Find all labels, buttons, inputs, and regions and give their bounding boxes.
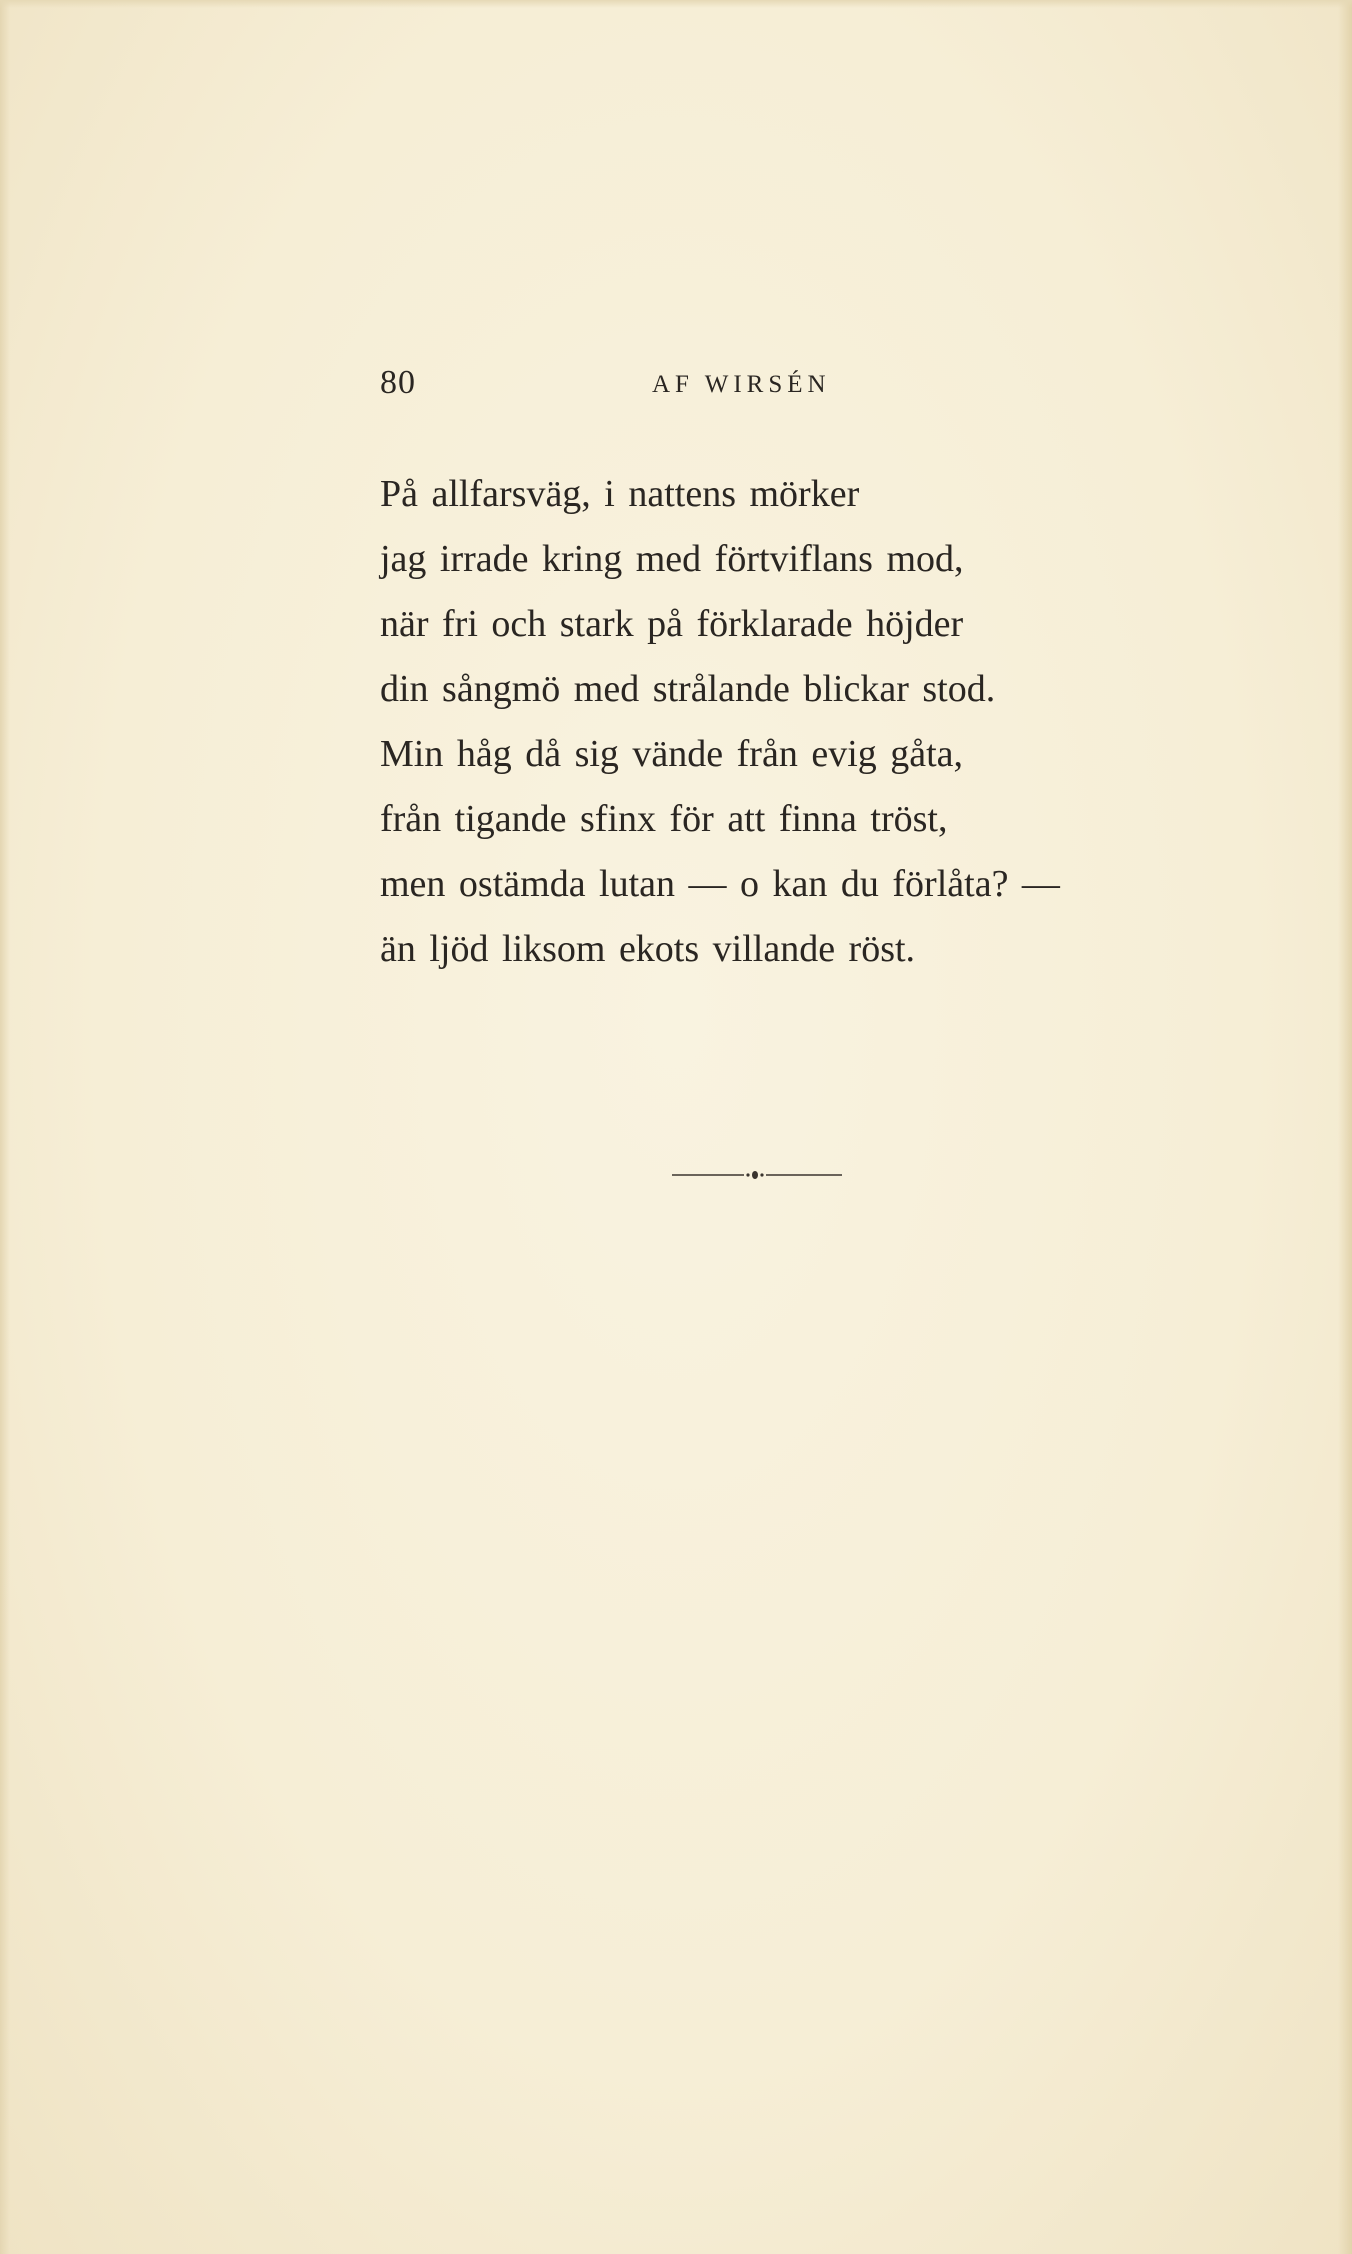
verse-line-7: men ostämda lutan — o kan du förlåta? —: [380, 863, 1060, 905]
page-edge-top: [0, 0, 1352, 8]
verse-line-1: På allfarsväg, i nattens mörker: [380, 473, 860, 515]
page-header: [380, 364, 880, 404]
verse-line-2: jag irrade kring med förtviflans mod,: [380, 538, 964, 580]
verse-line-5: Min håg då sig vände från evig gåta,: [380, 733, 964, 775]
poem-stanza: [380, 462, 1260, 982]
page-number: 80: [380, 364, 416, 401]
verse-line-4: din sångmö med strålande blickar stod.: [380, 668, 996, 710]
verse-line-3: när fri och stark på förklarade höjder: [380, 603, 964, 645]
page-edge-left: [0, 0, 10, 2254]
verse-line-6: från tigande sfinx för att finna tröst,: [380, 798, 948, 840]
page-edge-right: [1338, 0, 1352, 2254]
running-head: AF WIRSÉN: [652, 371, 831, 398]
ornament-divider-icon: [672, 1168, 842, 1182]
verse-line-8: än ljöd liksom ekots villande röst.: [380, 928, 916, 970]
